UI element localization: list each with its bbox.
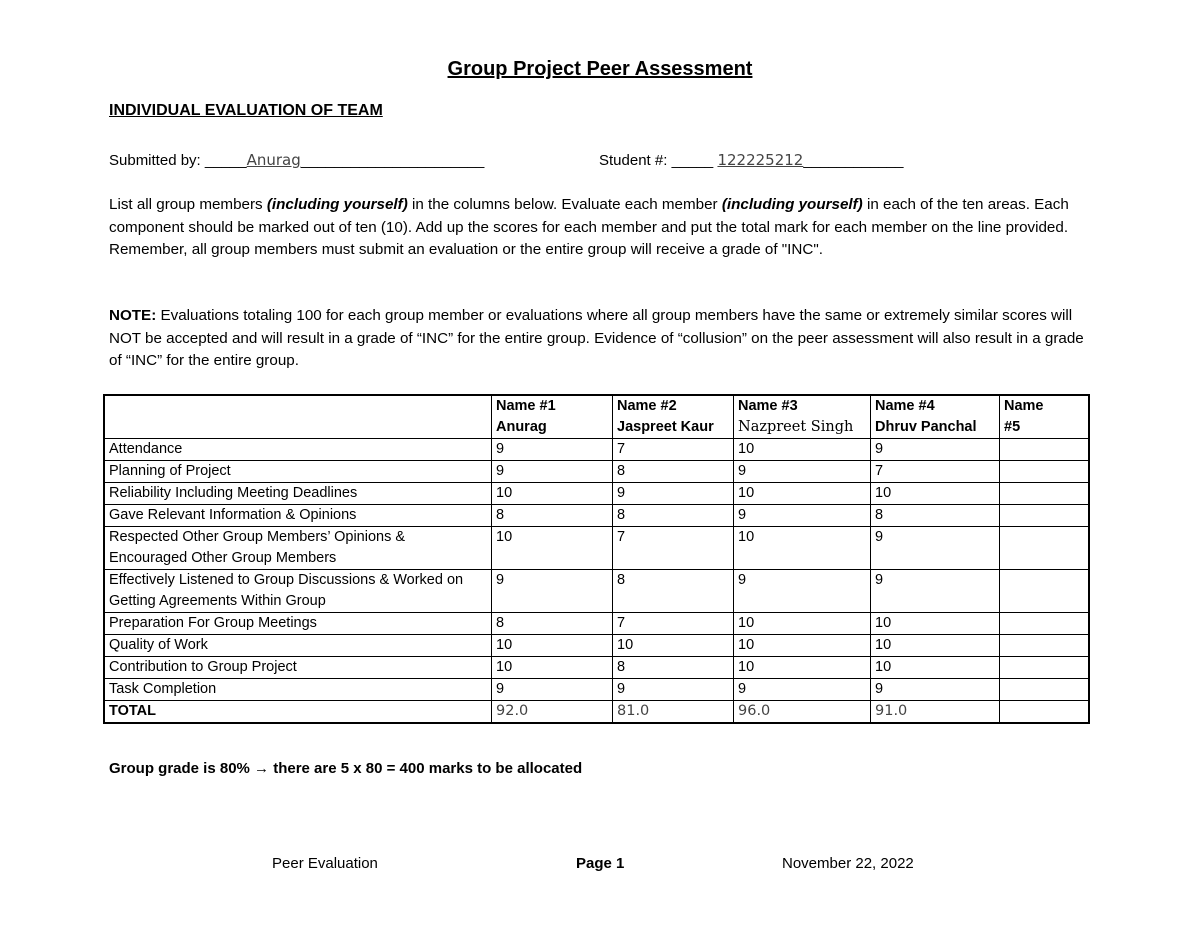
score-cell[interactable]: 10 (492, 657, 613, 679)
score-cell[interactable]: 9 (613, 483, 734, 505)
score-cell[interactable]: 7 (613, 613, 734, 635)
table-row (104, 679, 1089, 701)
score-cell[interactable]: 9 (492, 439, 613, 461)
table-row (104, 635, 1089, 657)
table-header-row (104, 395, 1089, 439)
score-cell[interactable]: 9 (492, 679, 613, 701)
score-cell[interactable] (1000, 505, 1090, 527)
instructions-text-3: in each of the ten areas. Each component should be marked out of ten (10). Add up the scores for each member and put the total mark for each member on the line provided. Remember, all group members must submit an evaluation or the entire group will receive a grade of "INC". (109, 196, 1069, 258)
header-member-1 (492, 395, 613, 439)
student-number-field[interactable]: 122225212 (717, 151, 804, 169)
score-cell[interactable]: 7 (871, 461, 1000, 483)
table-row (104, 439, 1089, 461)
score-cell[interactable] (1000, 679, 1090, 701)
score-cell[interactable]: 9 (734, 505, 871, 527)
table-row (104, 461, 1089, 483)
score-cell[interactable]: 10 (492, 483, 613, 505)
instructions-emphasis-2: (including yourself) (721, 196, 863, 213)
criterion-cell: Reliability Including Meeting Deadlines (104, 483, 492, 505)
total-cell[interactable]: 81.0 (613, 701, 734, 724)
header-member-3 (734, 395, 871, 439)
section-heading: INDIVIDUAL EVALUATION OF TEAM (109, 102, 383, 119)
table-row (104, 505, 1089, 527)
score-cell[interactable]: 7 (613, 527, 734, 570)
score-cell[interactable]: 10 (734, 657, 871, 679)
score-cell[interactable]: 10 (613, 635, 734, 657)
table-row (104, 570, 1089, 613)
score-cell[interactable]: 9 (871, 439, 1000, 461)
total-row (104, 701, 1089, 724)
student-number-line (599, 151, 903, 169)
score-cell[interactable]: 8 (871, 505, 1000, 527)
score-cell[interactable] (1000, 570, 1090, 613)
score-cell[interactable]: 8 (613, 570, 734, 613)
table-row (104, 657, 1089, 679)
score-cell[interactable] (1000, 483, 1090, 505)
score-cell[interactable]: 10 (871, 613, 1000, 635)
score-cell[interactable]: 9 (492, 570, 613, 613)
score-cell[interactable]: 8 (613, 461, 734, 483)
document-title: Group Project Peer Assessment (447, 58, 753, 80)
criterion-cell: Respected Other Group Members’ Opinions & Encouraged Other Group Members (104, 527, 492, 570)
score-cell[interactable]: 10 (871, 657, 1000, 679)
total-cell[interactable]: 96.0 (734, 701, 871, 724)
total-cell[interactable] (1000, 701, 1090, 724)
member-1-header-label: Name #1 (496, 398, 556, 414)
criterion-cell: Quality of Work (104, 635, 492, 657)
note-label: NOTE: (109, 307, 157, 324)
score-cell[interactable]: 9 (613, 679, 734, 701)
criterion-cell: Gave Relevant Information & Opinions (104, 505, 492, 527)
score-cell[interactable]: 10 (492, 635, 613, 657)
header-criterion-cell (104, 395, 492, 439)
score-cell[interactable] (1000, 461, 1090, 483)
score-cell[interactable]: 10 (871, 635, 1000, 657)
score-cell[interactable]: 10 (734, 483, 871, 505)
member-3-header-label: Name #3 (738, 398, 798, 414)
instructions-text-2: in the columns below. Evaluate each member (407, 196, 722, 213)
score-cell[interactable]: 9 (871, 679, 1000, 701)
member-4-name[interactable]: Dhruv Panchal (875, 419, 977, 435)
note-text: Evaluations totaling 100 for each group member or evaluations where all group members have the same or extremely similar scores will NOT be accepted and will result in a grade of “INC” for the entire group. Evidence of “collusion” on the peer assessment will also result in a grade of “INC” for the entire group. (109, 307, 1084, 369)
criterion-cell: Preparation For Group Meetings (104, 613, 492, 635)
score-cell[interactable]: 8 (613, 657, 734, 679)
total-cell[interactable]: 91.0 (871, 701, 1000, 724)
member-5-header-label: Name (1004, 398, 1044, 414)
score-cell[interactable]: 9 (871, 527, 1000, 570)
instructions-paragraph (109, 194, 1089, 262)
table-row (104, 483, 1089, 505)
header-member-2 (613, 395, 734, 439)
student-number-blank-before: _____ (671, 152, 714, 169)
table-row (104, 527, 1089, 570)
score-cell[interactable]: 9 (734, 679, 871, 701)
footer-page-number: Page 1 (576, 855, 625, 872)
criterion-cell: Attendance (104, 439, 492, 461)
group-grade-note: Group grade is 80% → there are 5 x 80 = 400 marks to be allocated (109, 760, 583, 777)
score-cell[interactable]: 7 (613, 439, 734, 461)
member-5-name[interactable]: #5 (1004, 419, 1021, 435)
score-cell[interactable]: 9 (734, 570, 871, 613)
criterion-cell: Task Completion (104, 679, 492, 701)
instructions-emphasis-1: (including yourself) (266, 196, 408, 213)
submitted-by-blank-before: _____ (204, 152, 247, 169)
student-number-label: Student #: (599, 152, 668, 169)
student-number-blank-after: ____________ (803, 152, 904, 169)
score-cell[interactable]: 10 (492, 527, 613, 570)
instructions-text-1: List all group members (109, 196, 267, 213)
note-paragraph (109, 305, 1089, 373)
score-cell[interactable]: 10 (734, 527, 871, 570)
score-cell[interactable] (1000, 527, 1090, 570)
submitted-by-field[interactable]: Anurag (246, 151, 301, 169)
score-cell[interactable] (1000, 439, 1090, 461)
score-cell[interactable] (1000, 613, 1090, 635)
score-cell[interactable]: 10 (734, 613, 871, 635)
score-cell[interactable] (1000, 635, 1090, 657)
header-member-5 (1000, 395, 1090, 439)
criterion-cell: Planning of Project (104, 461, 492, 483)
header-member-4 (871, 395, 1000, 439)
submitted-by-label: Submitted by: (109, 152, 201, 169)
score-cell[interactable]: 9 (492, 461, 613, 483)
criterion-cell: Effectively Listened to Group Discussions & Worked on Getting Agreements Within Group (104, 570, 492, 613)
evaluation-table (103, 394, 1090, 724)
submitted-by-blank-after: ______________________ (300, 152, 485, 169)
footer-left: Peer Evaluation (272, 855, 378, 872)
criterion-cell: Contribution to Group Project (104, 657, 492, 679)
member-2-header-label: Name #2 (617, 398, 677, 414)
score-cell[interactable]: 9 (734, 461, 871, 483)
member-4-header-label: Name #4 (875, 398, 935, 414)
score-cell[interactable]: 8 (492, 505, 613, 527)
score-cell[interactable]: 8 (613, 505, 734, 527)
score-cell[interactable]: 9 (871, 570, 1000, 613)
member-3-name[interactable]: Nazpreet Singh (738, 419, 854, 435)
member-1-name[interactable]: Anurag (496, 419, 547, 435)
footer-date: November 22, 2022 (782, 855, 914, 872)
total-cell[interactable]: 92.0 (492, 701, 613, 724)
submitted-by-line (109, 151, 484, 169)
score-cell[interactable] (1000, 657, 1090, 679)
score-cell[interactable]: 8 (492, 613, 613, 635)
total-label: TOTAL (104, 701, 492, 724)
score-cell[interactable]: 10 (734, 635, 871, 657)
member-2-name[interactable]: Jaspreet Kaur (617, 419, 714, 435)
score-cell[interactable]: 10 (734, 439, 871, 461)
score-cell[interactable]: 10 (871, 483, 1000, 505)
table-row (104, 613, 1089, 635)
